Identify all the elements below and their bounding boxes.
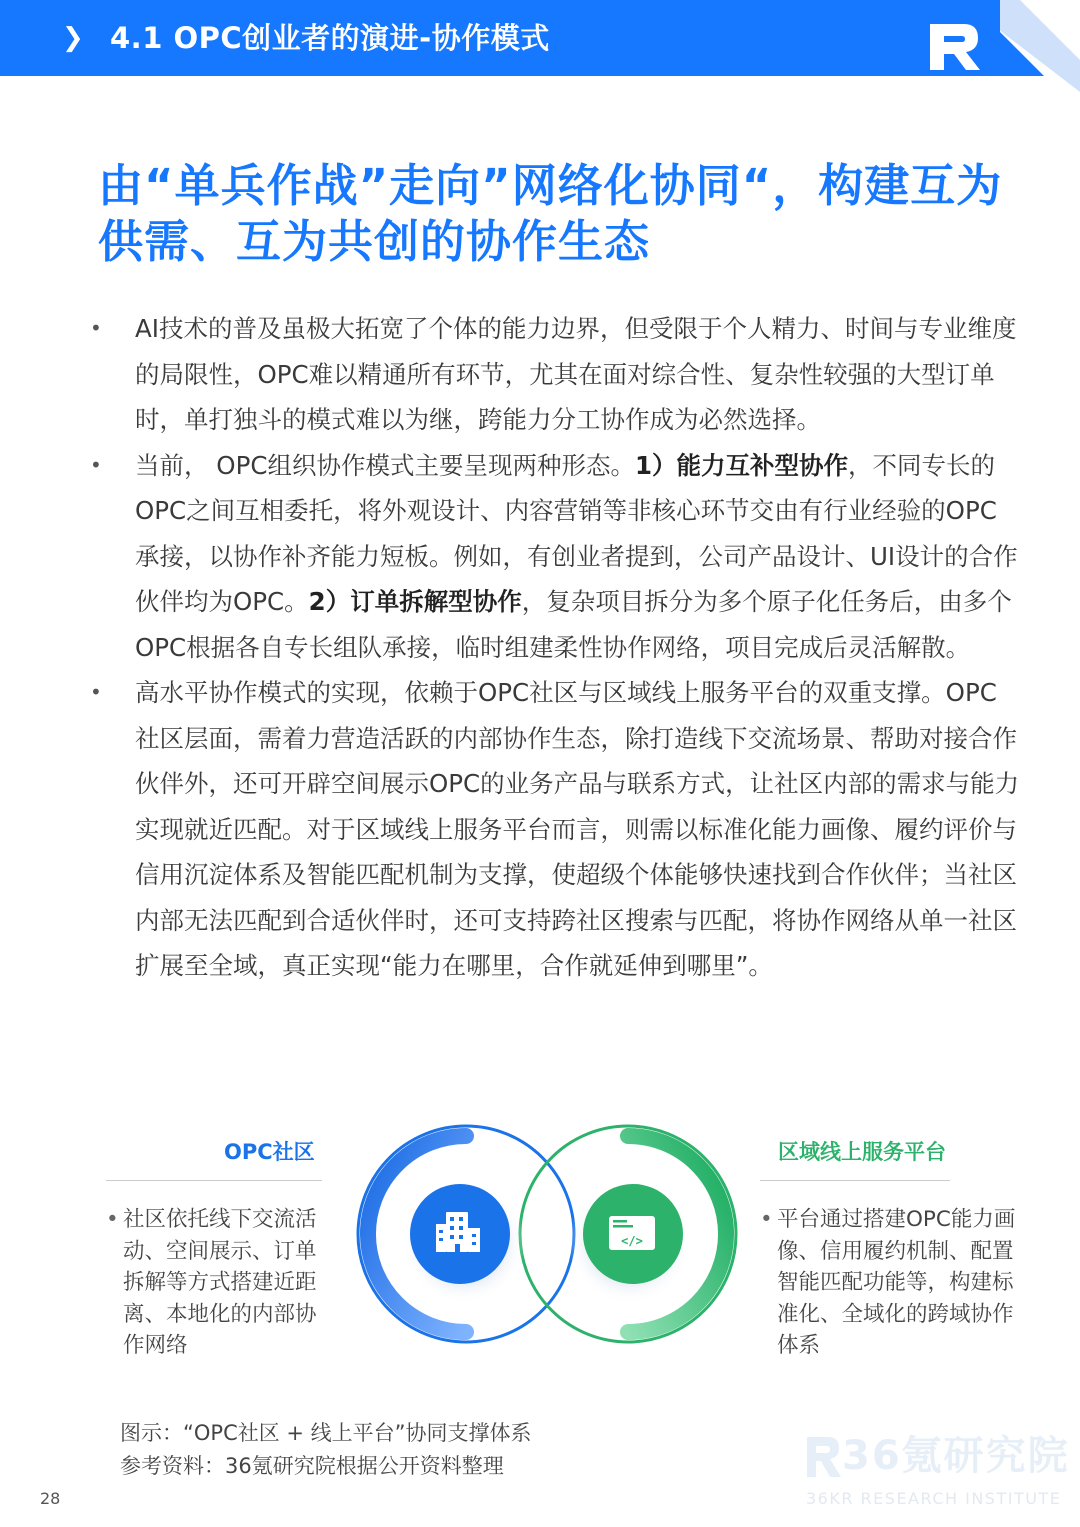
online-platform-description xyxy=(760,1204,1022,1362)
bullet-marker: • xyxy=(90,452,102,477)
figure-caption xyxy=(120,1417,532,1483)
bold-term: 2）订单拆解型协作 xyxy=(308,587,522,616)
36kr-r-logo-icon xyxy=(924,18,986,76)
bullet-item xyxy=(90,443,1020,671)
page-header xyxy=(0,0,1080,76)
page-headline: 由“单兵作战”走向”网络化协同“，构建互为供需、互为共创的协作生态 xyxy=(98,159,1003,268)
bullet-marker: • xyxy=(90,316,102,340)
caption-source: 参考资料：36氪研究院根据公开资料整理 xyxy=(120,1454,504,1478)
bullet-list xyxy=(90,306,1020,989)
bullet-text: 高水平协作模式的实现，依赖于OPC社区与区域线上服务平台的双重支撑。OPC社区层面，需着力营造活跃的内部协作生态，除打造线下交流场景、帮助对接合作伙伴外，还可开辟空间展示OPC的业务产品与联系方式，让社区内部的需求与能力实现就近匹配。对于区域线上服务平台而言，则需以标准化能力画像、履约评价与信用沉淀体系及智能匹配机制为支撑，使超级个体能够快速找到合作伙伴；当社区内部无法匹配到合适伙伴时，还可支持跨社区搜索与匹配，将协作网络从单一社区扩展至全域，真正实现“能力在哪里，合作就延伸到哪里”。 xyxy=(135,678,1020,980)
opc-community-description xyxy=(106,1204,324,1362)
list-item: • 平台通过搭建OPC能力画像、信用履约机制、配置智能匹配功能等，构建标准化、全域化的跨域协作体系 xyxy=(760,1204,1022,1362)
page-number: 28 xyxy=(40,1489,61,1508)
section-title: 4.1 OPC创业者的演进-协作模式 xyxy=(110,21,550,55)
watermark-text: 36氪研究院 xyxy=(842,1433,1070,1479)
code-window-icon xyxy=(609,1216,655,1250)
divider xyxy=(760,1180,950,1181)
bullet-text: ，复杂项目拆分为多个原子化任务后，由多个OPC根据各自专长组队承接，临时组建柔性协作网络，项目完成后灵活解散。 xyxy=(135,587,1012,662)
bold-term: 1）能力互补型协作 xyxy=(634,450,848,480)
divider xyxy=(106,1180,322,1181)
opc-community-title: OPC社区 xyxy=(224,1140,315,1164)
caption-title: 图示：“OPC社区 + 线上平台”协同支撑体系 xyxy=(120,1421,532,1445)
venn-diagram xyxy=(0,1120,1080,1410)
bullet-text: AI技术的普及虽极大拓宽了个体的能力边界，但受限于个人精力、时间与专业维度的局限性，OPC难以精通所有环节，尤其在面对综合性、复杂性较强的大型订单时，单打独斗的模式难以为继，跨能力分工协作成为必然选择。 xyxy=(135,314,1017,434)
bullet-item xyxy=(90,670,1020,989)
svg-text:</>: </> xyxy=(621,1234,643,1248)
bullet-text: 当前， OPC组织协作模式主要呈现两种形态。 xyxy=(135,450,635,480)
chevron-right-icon: ❯ xyxy=(62,23,84,53)
bullet-marker: • xyxy=(90,680,102,704)
watermark-logo-icon xyxy=(804,1434,844,1480)
online-platform-title: 区域线上服务平台 xyxy=(778,1140,946,1164)
bullet-text: ，不同专长的OPC之间互相委托，将外观设计、内容营销等非核心环节交由有行业经验的OPC承接，以协作补齐能力短板。例如，有创业者提到，公司产品设计、UI设计的合作伙伴均为OPC。 xyxy=(135,450,1018,616)
watermark-subtext: 36KR RESEARCH INSTITUTE xyxy=(806,1489,1062,1508)
bullet-item xyxy=(90,306,1020,443)
list-item: • 社区依托线下交流活动、空间展示、订单拆解等方式搭建近距离、本地化的内部协作网络 xyxy=(106,1204,324,1362)
